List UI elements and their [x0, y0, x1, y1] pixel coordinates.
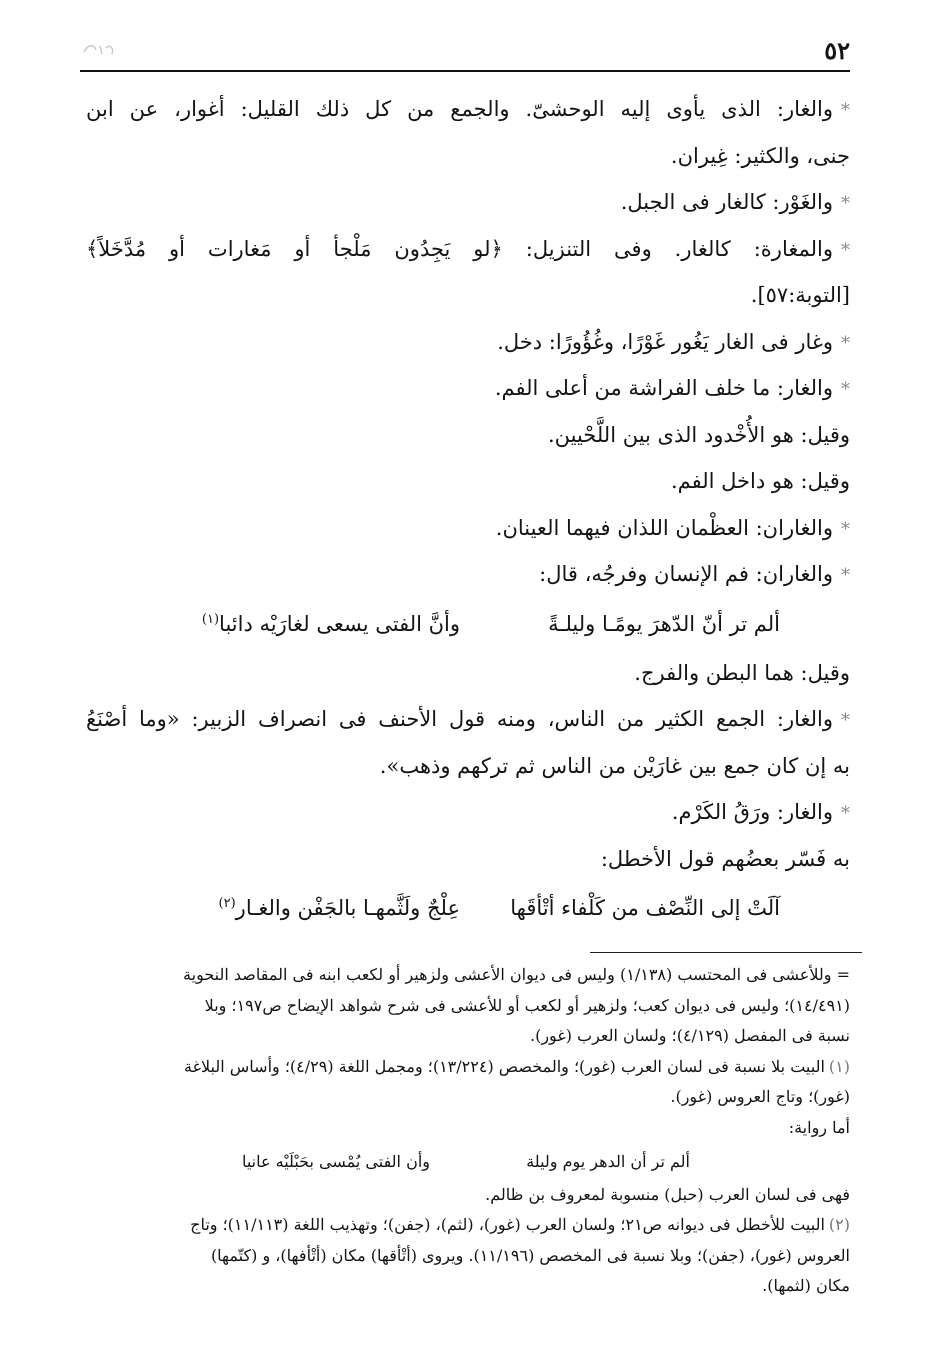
line-text: والغَوْر: كالغار فى الجبل. — [620, 190, 833, 214]
footnote-line — [86, 1113, 850, 1144]
footnote-verse-first-hemistich: ألم تر أن الدهر يوم وليلة — [526, 1151, 690, 1171]
footnote-marker[interactable]: (١) — [201, 611, 220, 627]
text-line — [86, 650, 850, 697]
footnote-text: (١٤/٤٩١)؛ وليس فى ديوان كعب؛ ولزهير أو لكعب أو للأعشى فى شرح شواهد الإيضاح ص١٩٧؛ وبلا — [204, 995, 850, 1015]
footnote-line — [86, 1052, 850, 1083]
verse-1 — [86, 598, 850, 650]
faded-ornament-icon — [80, 40, 120, 58]
line-text: والغار: ما خلف الفراشة من أعلى الفم. — [494, 376, 833, 400]
text-line — [86, 179, 850, 226]
entry-star-icon: * — [841, 565, 850, 586]
line-text: به إن كان جمع بين غارَيْن من الناس ثم تركهم وذهب». — [379, 753, 850, 778]
verse-2-second-hemistich: عِلْجٌ ولَثَّمهـا بالجَفْن والغـار$^{(٢)}$ — [218, 896, 460, 920]
footnote-verse — [86, 1144, 850, 1180]
line-text: جنى، والكثير: غِيران. — [670, 143, 850, 168]
line-text: به فَسّر بعضُهم قول الأخطل: — [600, 846, 850, 871]
line-text: [التوبة:٥٧]. — [750, 283, 850, 307]
footnotes — [86, 960, 850, 1302]
footnote-line — [86, 1210, 850, 1241]
text-line — [86, 458, 850, 505]
footnote-verse-second-hemistich: وأن الفتى يُمْسى بحَبْلَيْه عانيا — [241, 1151, 430, 1171]
text-line — [86, 696, 850, 743]
text-line — [86, 551, 850, 598]
text-line — [86, 319, 850, 366]
entry-star-icon: * — [841, 332, 850, 354]
footnote-text: = وللأعشى فى المحتسب (١/١٣٨) وليس فى ديوان الأعشى ولزهير أو لكعب ابنه فى المقاصد النحوية — [183, 965, 850, 984]
line-text: والغاران: فم الإنسان وفرجُه، قال: — [539, 562, 833, 586]
footnote-line — [86, 1082, 850, 1113]
line-text: والغار: الذى يأوى إليه الوحشىّ. والجمع من كل ذلك القليل: أغوار، عن ابن — [86, 97, 833, 121]
text-line — [86, 789, 850, 836]
entry-star-icon: * — [841, 710, 850, 731]
line-text: والغاران: العظْمان اللذان فيهما العينان. — [495, 515, 833, 540]
footnote-text: البيت بلا نسبة فى لسان العرب (غور)؛ والمخصص (١٣/٢٢٤)؛ ومجمل اللغة (٤/٢٩)؛ وأساس البلاغة — [184, 1056, 825, 1076]
entry-star-icon: * — [841, 100, 850, 121]
verse-1-second-hemistich: وأنَّ الفتى يسعى لغارَيْه دائبا$^{(١)}$ — [201, 611, 460, 636]
page-header — [80, 34, 850, 68]
verse-2 — [86, 882, 850, 934]
footnote-text: (غور)؛ وتاج العروس (غور). — [670, 1087, 850, 1107]
footnote-line — [86, 960, 850, 991]
line-text: والغار: الجمع الكثير من الناس، ومنه قول الأحنف فى انصراف الزبير: «وما أصْنَعُ — [86, 707, 833, 731]
text-line — [86, 365, 850, 412]
footnote-line — [86, 991, 850, 1022]
text-line — [86, 226, 850, 273]
footnote-separator — [590, 952, 862, 953]
line-text: وقيل: هو داخل الفم. — [670, 469, 850, 493]
footnote-number: (١) — [828, 1056, 850, 1076]
footnote-text: نسبة فى المفصل (٤/١٢٩)؛ ولسان العرب (غور). — [530, 1026, 850, 1046]
footnote-text: البيت للأخطل فى ديوانه ص٢١؛ ولسان العرب (غور)، (لثم)، (جفن)؛ وتهذيب اللغة (١١/١١٣)؛ وتاج — [190, 1215, 825, 1235]
footnote-line — [86, 1271, 850, 1302]
footnote-text: العروس (غور)، (جفن)؛ وبلا نسبة فى المخصص (١١/١٩٦). ويروى (أتْأقها) مكان (أتْأفها)، و (كتّمها) — [210, 1245, 850, 1265]
line-text: والمغارة: كالغار. وفى التنزيل: ﴿لو يَجِدُون مَلْجأ أو مَغارات أو مُدَّخَلاً﴾ — [86, 236, 833, 261]
entry-star-icon: * — [841, 518, 850, 540]
footnote-line — [86, 1021, 850, 1052]
main-text — [86, 86, 850, 934]
line-text: وغار فى الغار يَغُور غَوْرًا، وغُؤُورًا: دخل. — [497, 329, 833, 354]
footnote-line — [86, 1241, 850, 1272]
page-number: ٥٢ — [824, 36, 850, 65]
text-line — [86, 86, 850, 133]
verse-2-first-hemistich: آلَتْ إلى النِّصْف من كَلْفاء أتْأقَها — [510, 896, 780, 920]
entry-star-icon: * — [841, 239, 850, 261]
text-line — [86, 743, 850, 790]
text-line — [86, 272, 850, 319]
entry-star-icon: * — [841, 193, 850, 214]
text-line — [86, 505, 850, 552]
entry-star-icon: * — [841, 379, 850, 400]
line-text: والغار: ورَقُ الكَرْم. — [671, 800, 833, 824]
entry-star-icon: * — [841, 803, 850, 824]
text-line — [86, 133, 850, 180]
text-line — [86, 836, 850, 883]
line-text: وقيل: هو الأُخْدود الذى بين اللَّحْيين. — [547, 422, 850, 447]
footnote-line — [86, 1180, 850, 1211]
footnote-text: مكان (لثمها). — [762, 1276, 850, 1296]
footnote-number: (٢) — [828, 1215, 850, 1235]
text-line — [86, 412, 850, 459]
header-rule — [80, 70, 850, 72]
footnote-marker[interactable]: (٢) — [218, 896, 236, 911]
footnote-text: أما رواية: — [788, 1117, 850, 1137]
verse-1-first-hemistich: ألم تر أنّ الدّهرَ يومًـا وليلـةً — [548, 611, 780, 636]
footnote-text: فهى فى لسان العرب (حبل) منسوبة لمعروف بن ظالم. — [485, 1184, 850, 1204]
line-text: وقيل: هما البطن والفرج. — [634, 660, 850, 685]
